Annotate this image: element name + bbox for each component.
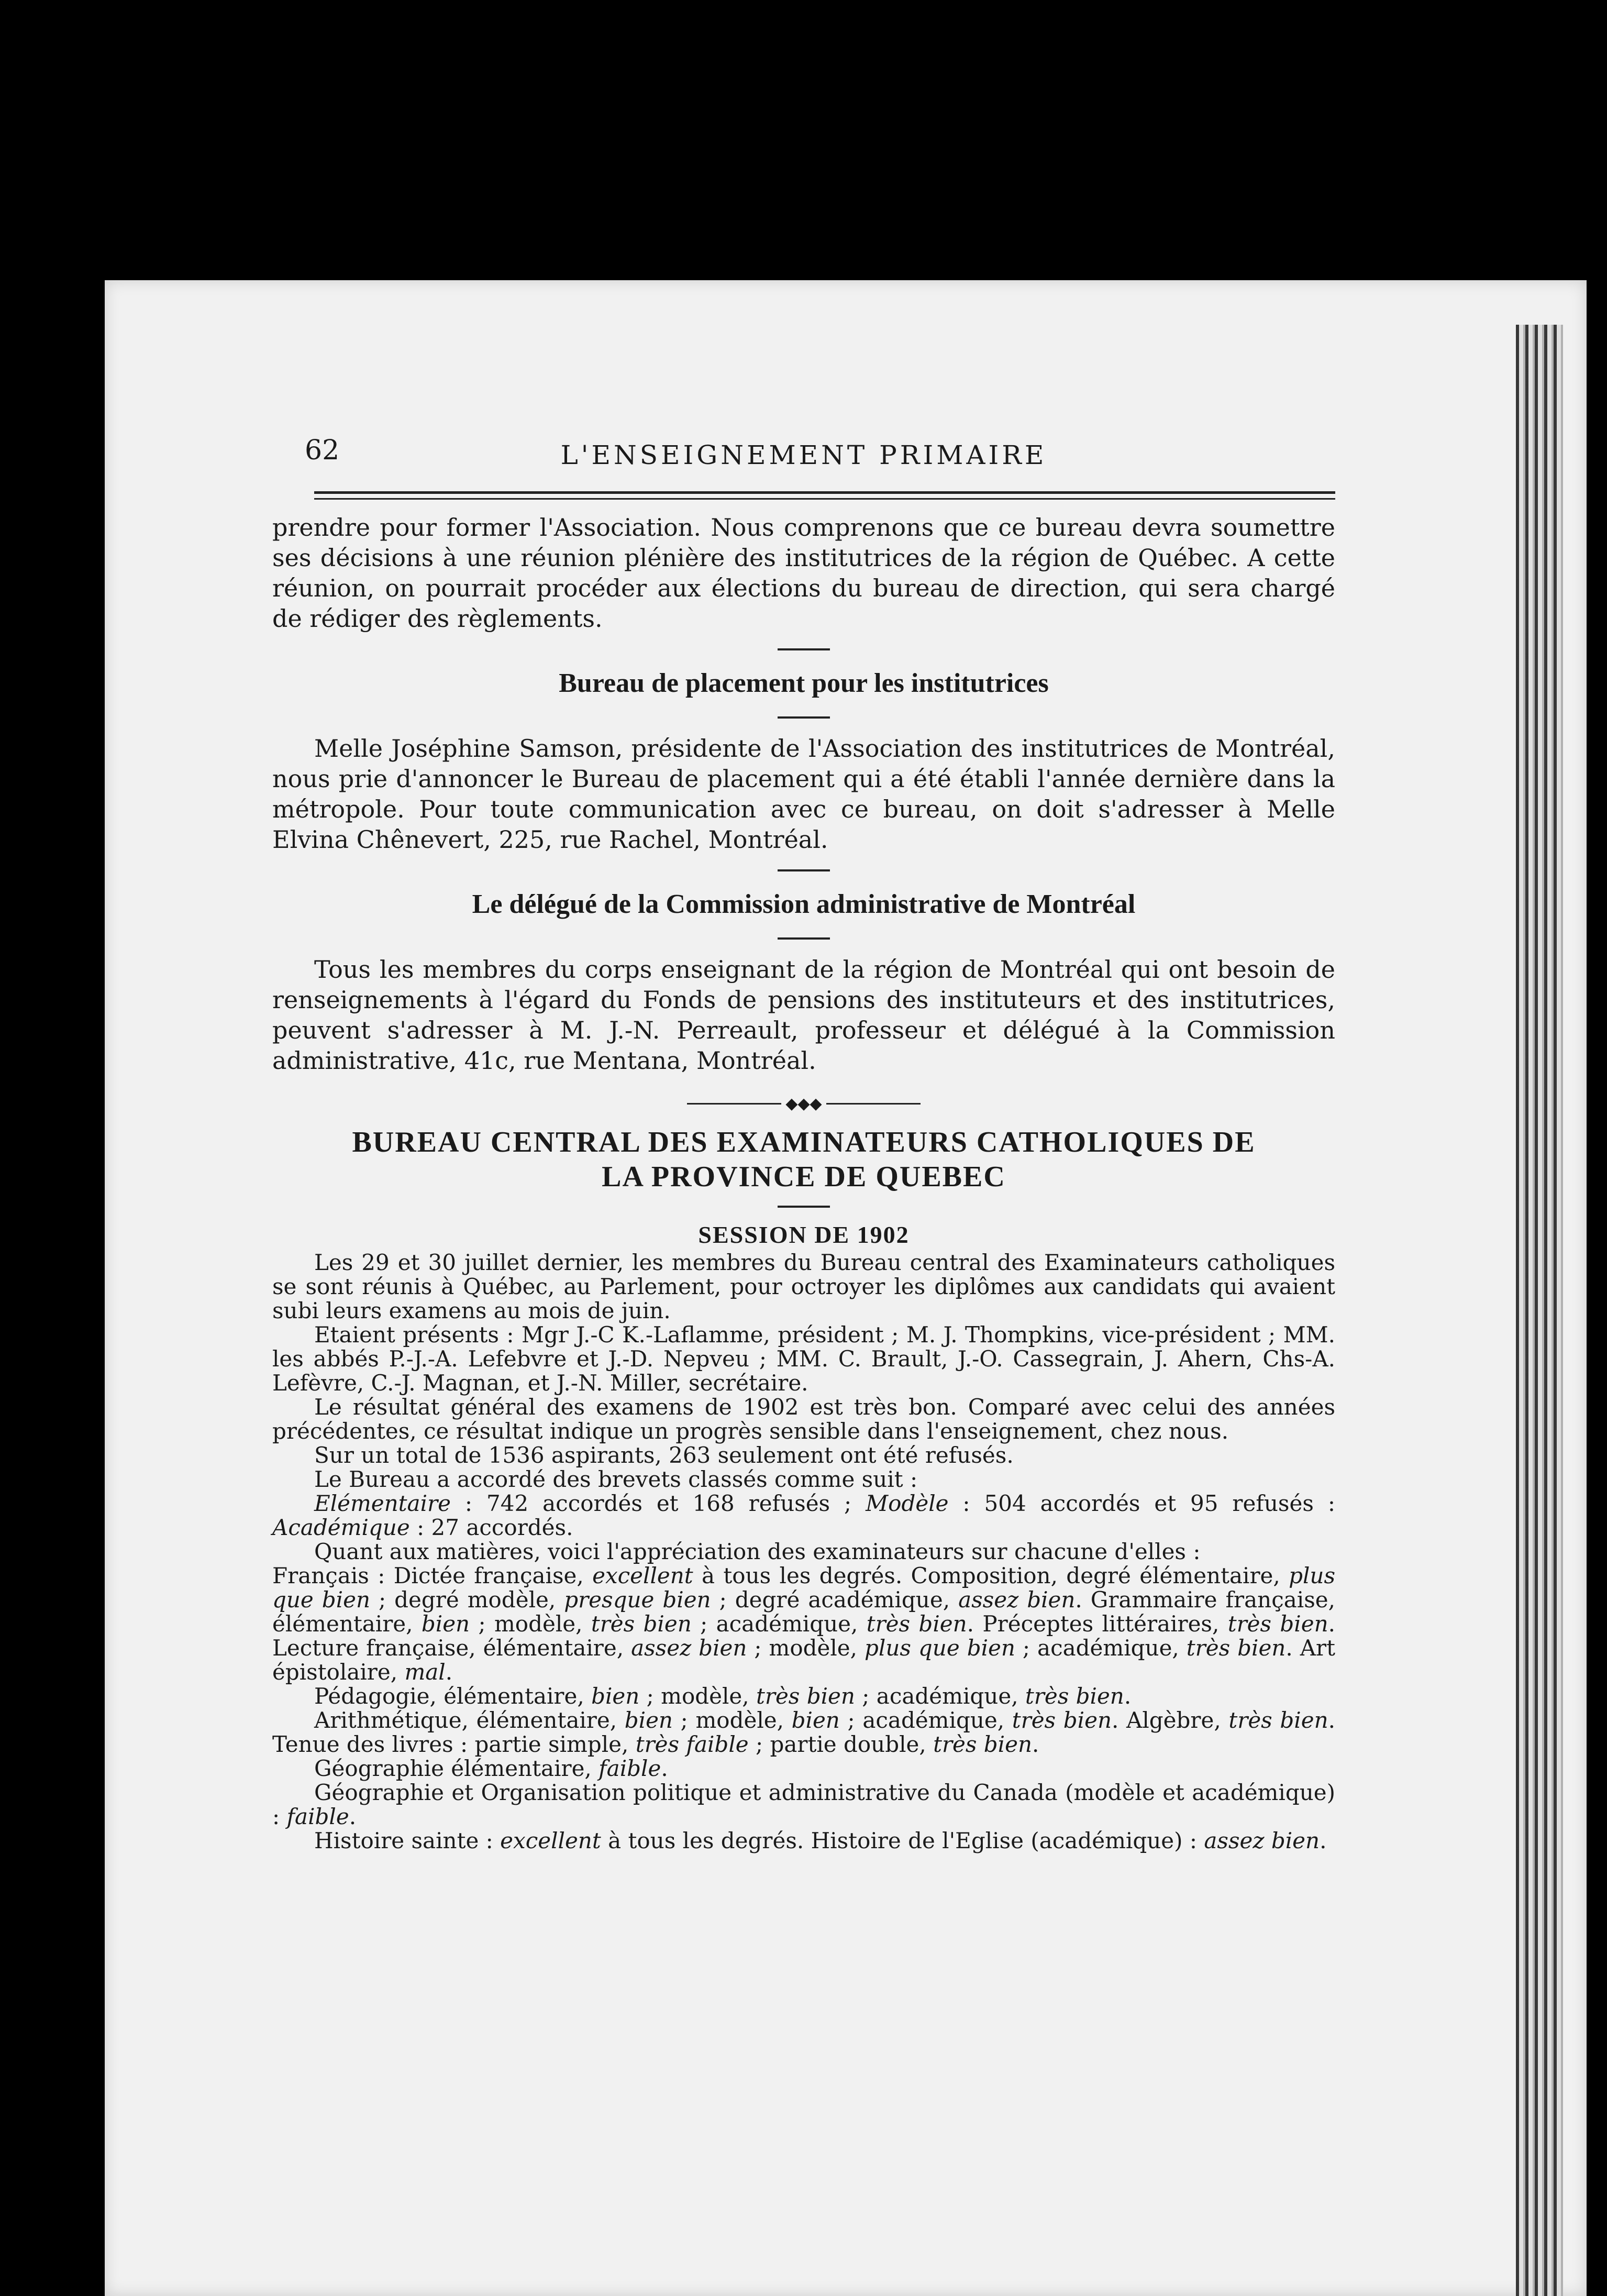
- separator-rule: [778, 716, 830, 719]
- report-paragraph: Le résultat général des examens de 1902 est très bon. Comparé avec celui des années précédentes, ce résultat indique un progrès sensible dans l'enseignement, chez nous.: [272, 1394, 1335, 1444]
- ornament-divider: ◆◆◆: [272, 1095, 1335, 1110]
- section-title-examiners-1: BUREAU CENTRAL DES EXAMINATEURS CATHOLIQUES DE: [352, 1126, 1256, 1158]
- report-paragraph: Les 29 et 30 juillet dernier, les membres du Bureau central des Examinateurs catholiques se sont réunis à Québec, au Parlement, pour octroyer les diplômes aux candidats qui avaient subi leurs examens au mois de juin.: [272, 1250, 1335, 1323]
- rich-paragraph: Histoire sainte : excellent à tous les degrés. Histoire de l'Eglise (académique) : assez bien.: [314, 1828, 1327, 1853]
- rich-paragraph: Français : Dictée française, excellent à tous les degrés. Composition, degré élémentaire, plus que bien ; degré modèle, presque bien ; degré académique, assez bien. Grammaire française, élémentaire, bien ; modèle, très bien ; académique, très bien. Préceptes littéraires, très bien. Lecture française, élémentaire, assez bien ; modèle, plus que bien ; académique, très bien. Art épistolaire, mal.: [272, 1563, 1335, 1685]
- rich-paragraph: Géographie élémentaire, faible.: [314, 1756, 668, 1781]
- rich-paragraph: Géographie et Organisation politique et administrative du Canada (modèle et académique) : faible.: [272, 1780, 1335, 1829]
- brevets-paragraph: Elémentaire : 742 accordés et 168 refusés ; Modèle : 504 accordés et 95 refusés : Académique : 27 accordés.: [272, 1491, 1335, 1540]
- separator-rule: [778, 869, 830, 871]
- separator-rule: [778, 1206, 830, 1208]
- page-header: [272, 429, 1335, 477]
- examiners-report: [272, 1251, 1335, 1853]
- page-content: [272, 429, 1335, 1853]
- section-body-placement: Melle Joséphine Samson, présidente de l'Association des institutrices de Montréal, nous prie d'annoncer le Bureau de placement qui a été établi l'année dernière dans la métropole. Pour toute communication avec ce bureau, on doit s'adresser à Melle Elvina Chênevert, 225, rue Rachel, Montréal.: [272, 734, 1335, 854]
- running-title: L'ENSEIGNEMENT PRIMAIRE: [560, 440, 1047, 470]
- rich-paragraph: Arithmétique, élémentaire, bien ; modèle, bien ; académique, très bien. Algèbre, très bien. Tenue des livres : partie simple, très faible ; partie double, très bien.: [272, 1707, 1335, 1757]
- page-number: 62: [305, 435, 340, 466]
- report-paragraph: Le Bureau a accordé des brevets classés comme suit :: [314, 1466, 918, 1492]
- session-subtitle: SESSION DE 1902: [698, 1221, 910, 1248]
- section-body-delegate: Tous les membres du corps enseignant de la région de Montréal qui ont besoin de renseignements à l'égard du Fonds de pensions des instituteurs et des institutrices, peuvent s'adresser à M. J.-N. Perreault, professeur et délégué à la Commission administrative, 41c, rue Mentana, Montréal.: [272, 955, 1335, 1075]
- rich-paragraph: Pédagogie, élémentaire, bien ; modèle, très bien ; académique, très bien.: [314, 1683, 1132, 1709]
- intro-paragraph: prendre pour former l'Association. Nous comprenons que ce bureau devra soumettre ses décisions à une réunion plénière des institutrices de la région de Québec. A cette réunion, on pourrait procéder aux élections du bureau de direction, qui sera chargé de rédiger des règlements.: [272, 513, 1335, 633]
- section-title-examiners-2: LA PROVINCE DE QUEBEC: [602, 1161, 1006, 1193]
- header-rule: [314, 491, 1335, 500]
- report-paragraph: Etaient présents : Mgr J.-C K.-Laflamme, président ; M. J. Thompkins, vice-président ; MM. les abbés P.-J.-A. Lefebvre et J.-D. Nepveu ; MM. C. Brault, J.-O. Cassegrain, J. Ahern, Chs-A. Lefèvre, C.-J. Magnan, et J.-N. Miller, secrétaire.: [272, 1322, 1335, 1396]
- report-paragraph: Sur un total de 1536 aspirants, 263 seulement ont été refusés.: [314, 1442, 1014, 1468]
- page-stack-edge: [1516, 325, 1563, 2296]
- section-title-placement: Bureau de placement pour les institutrices: [559, 668, 1049, 698]
- section-title-delegate: Le délégué de la Commission administrative de Montréal: [472, 889, 1136, 919]
- separator-rule: [778, 648, 830, 650]
- report-paragraph: Quant aux matières, voici l'appréciation des examinateurs sur chacune d'elles :: [314, 1539, 1201, 1564]
- separator-rule: [778, 937, 830, 940]
